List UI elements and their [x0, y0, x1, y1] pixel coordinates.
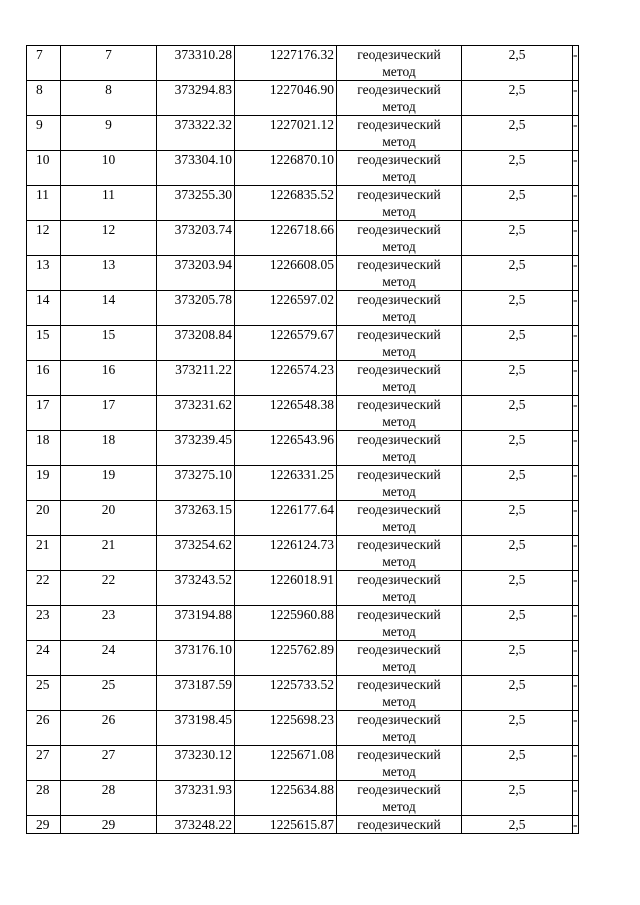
cell-row-number: 15 [27, 326, 61, 361]
method-text-line: геодезический [357, 677, 441, 692]
method-text-line: метод [382, 64, 416, 79]
method-text-line: метод [382, 799, 416, 814]
table-row [27, 571, 579, 606]
method-text-line: метод [382, 204, 416, 219]
cell-row-number: 9 [27, 116, 61, 151]
cell-method [337, 151, 462, 186]
cell-x-coordinate: 373304.10 [157, 151, 235, 186]
cell-x-coordinate: 373203.74 [157, 221, 235, 256]
cell-accuracy: 2,5 [462, 186, 573, 221]
cell-y-coordinate: 1226597.02 [235, 291, 337, 326]
table-row [27, 326, 579, 361]
cell-note: - [573, 817, 578, 832]
cell-accuracy: 2,5 [462, 326, 573, 361]
cell-x-coordinate: 373208.84 [157, 326, 235, 361]
cell-x-coordinate: 373211.22 [157, 361, 235, 396]
cell-note: - [573, 641, 579, 676]
method-text-line: геодезический [357, 432, 441, 447]
cell-x-coordinate: 373231.93 [157, 781, 235, 816]
cell-method [337, 116, 462, 151]
cell-x-coordinate: 373194.88 [157, 606, 235, 641]
cell-point-number: 27 [61, 746, 157, 781]
method-text-line: метод [382, 414, 416, 429]
cell-y-coordinate: 1226574.23 [235, 361, 337, 396]
cell-row-number: 29 [27, 816, 61, 834]
cell-row-number: 19 [27, 466, 61, 501]
cell-method [337, 466, 462, 501]
cell-method [337, 536, 462, 571]
cell-row-number: 22 [27, 571, 61, 606]
table-row [27, 501, 579, 536]
cell-y-coordinate: 1225698.23 [235, 711, 337, 746]
method-text-line: метод [382, 554, 416, 569]
cell-point-number: 19 [61, 466, 157, 501]
cell-accuracy: 2,5 [462, 711, 573, 746]
cell-x-coordinate: 373239.45 [157, 431, 235, 466]
cell-row-number: 11 [27, 186, 61, 221]
cell-method [337, 606, 462, 641]
cell-method [337, 396, 462, 431]
cell-y-coordinate: 1225634.88 [235, 781, 337, 816]
cell-row-number: 24 [27, 641, 61, 676]
cell-note: - [573, 781, 579, 816]
method-text-line: геодезический [357, 572, 441, 587]
cell-x-coordinate: 373187.59 [157, 676, 235, 711]
cell-point-number: 28 [61, 781, 157, 816]
cell-x-coordinate: 373203.94 [157, 256, 235, 291]
cell-method [337, 221, 462, 256]
cell-y-coordinate: 1225615.87 [235, 816, 337, 834]
method-text-line: метод [382, 169, 416, 184]
method-text-line: геодезический [357, 782, 441, 797]
table-row [27, 641, 579, 676]
cell-x-coordinate: 373255.30 [157, 186, 235, 221]
cell-accuracy: 2,5 [462, 676, 573, 711]
cell-point-number: 13 [61, 256, 157, 291]
cell-method [337, 571, 462, 606]
method-text-line: метод [382, 134, 416, 149]
cell-note: - [573, 431, 579, 466]
table-row [27, 151, 579, 186]
cell-point-number: 20 [61, 501, 157, 536]
method-text-line: метод [382, 379, 416, 394]
cell-y-coordinate: 1225671.08 [235, 746, 337, 781]
cell-point-number: 26 [61, 711, 157, 746]
cell-y-coordinate: 1225733.52 [235, 676, 337, 711]
cell-point-number: 17 [61, 396, 157, 431]
cell-accuracy: 2,5 [462, 151, 573, 186]
cell-accuracy: 2,5 [462, 361, 573, 396]
cell-point-number: 9 [61, 116, 157, 151]
cell-y-coordinate: 1226018.91 [235, 571, 337, 606]
table-row [27, 466, 579, 501]
method-text-line: геодезический [357, 117, 441, 132]
table-row [27, 781, 579, 816]
cell-point-number: 8 [61, 81, 157, 116]
cell-point-number: 14 [61, 291, 157, 326]
table-row [27, 711, 579, 746]
table-row [27, 361, 579, 396]
cell-method [337, 361, 462, 396]
table-row [27, 186, 579, 221]
cell-point-number: 15 [61, 326, 157, 361]
cell-note: - [573, 186, 579, 221]
cell-row-number: 7 [27, 46, 61, 81]
table-row [27, 221, 579, 256]
cell-y-coordinate: 1225762.89 [235, 641, 337, 676]
cell-x-coordinate: 373176.10 [157, 641, 235, 676]
cell-note: - [573, 746, 579, 781]
cell-accuracy: 2,5 [462, 501, 573, 536]
cell-row-number: 12 [27, 221, 61, 256]
cell-note: - [573, 501, 579, 536]
cell-y-coordinate: 1225960.88 [235, 606, 337, 641]
cell-method [337, 501, 462, 536]
cell-method [337, 256, 462, 291]
cell-x-coordinate: 373198.45 [157, 711, 235, 746]
cell-method [337, 186, 462, 221]
cell-y-coordinate: 1227021.12 [235, 116, 337, 151]
cell-point-number: 21 [61, 536, 157, 571]
cell-x-coordinate: 373231.62 [157, 396, 235, 431]
cell-y-coordinate: 1226177.64 [235, 501, 337, 536]
cell-row-number: 23 [27, 606, 61, 641]
cell-y-coordinate: 1226548.38 [235, 396, 337, 431]
cell-point-number: 10 [61, 151, 157, 186]
cell-accuracy: 2,5 [462, 571, 573, 606]
cell-accuracy: 2,5 [462, 396, 573, 431]
method-text-line: геодезический [357, 327, 441, 342]
cell-note: - [573, 466, 579, 501]
cell-note: - [573, 81, 579, 116]
cell-y-coordinate: 1226608.05 [235, 256, 337, 291]
cell-row-number: 17 [27, 396, 61, 431]
cell-row-number: 27 [27, 746, 61, 781]
cell-method [337, 816, 462, 834]
cell-y-coordinate: 1227176.32 [235, 46, 337, 81]
method-text-line: геодезический [357, 817, 441, 832]
cell-accuracy: 2,5 [462, 431, 573, 466]
cell-note: - [573, 711, 579, 746]
cell-row-number: 13 [27, 256, 61, 291]
cell-accuracy: 2,5 [462, 81, 573, 116]
cell-accuracy: 2,5 [462, 46, 573, 81]
cell-row-number: 26 [27, 711, 61, 746]
method-text-line: геодезический [357, 607, 441, 622]
cell-x-coordinate: 373310.28 [157, 46, 235, 81]
method-text-line: метод [382, 694, 416, 709]
cell-method [337, 46, 462, 81]
cell-accuracy: 2,5 [462, 606, 573, 641]
method-text-line: метод [382, 764, 416, 779]
table-row [27, 81, 579, 116]
method-text-line: метод [382, 309, 416, 324]
cell-point-number: 25 [61, 676, 157, 711]
cell-x-coordinate: 373263.15 [157, 501, 235, 536]
cell-note: - [573, 46, 579, 81]
cell-y-coordinate: 1226124.73 [235, 536, 337, 571]
cell-accuracy: 2,5 [462, 536, 573, 571]
cell-note: - [573, 676, 579, 711]
cell-method [337, 781, 462, 816]
method-text-line: геодезический [357, 187, 441, 202]
table-row [27, 606, 579, 641]
cell-note: - [573, 361, 579, 396]
cell-point-number: 18 [61, 431, 157, 466]
method-text-line: геодезический [357, 642, 441, 657]
method-text-line: метод [382, 344, 416, 359]
method-text-line: метод [382, 484, 416, 499]
method-text-line: геодезический [357, 82, 441, 97]
cell-y-coordinate: 1226870.10 [235, 151, 337, 186]
cell-row-number: 16 [27, 361, 61, 396]
table-row [27, 431, 579, 466]
cell-point-number: 16 [61, 361, 157, 396]
cell-x-coordinate: 373254.62 [157, 536, 235, 571]
cell-x-coordinate: 373243.52 [157, 571, 235, 606]
cell-x-coordinate: 373275.10 [157, 466, 235, 501]
cell-x-coordinate: 373205.78 [157, 291, 235, 326]
cell-note: - [573, 536, 579, 571]
cell-note: - [573, 606, 579, 641]
method-text-line: метод [382, 729, 416, 744]
cell-method [337, 291, 462, 326]
cell-accuracy: 2,5 [462, 746, 573, 781]
method-text-line: геодезический [357, 537, 441, 552]
table-row [27, 746, 579, 781]
cell-y-coordinate: 1226718.66 [235, 221, 337, 256]
cell-point-number: 29 [61, 816, 157, 834]
method-text-line: метод [382, 239, 416, 254]
cell-note: - [573, 116, 579, 151]
cell-method [337, 431, 462, 466]
cell-x-coordinate: 373294.83 [157, 81, 235, 116]
cell-y-coordinate: 1226331.25 [235, 466, 337, 501]
method-text-line: геодезический [357, 47, 441, 62]
cell-accuracy: 2,5 [462, 816, 573, 834]
cell-y-coordinate: 1227046.90 [235, 81, 337, 116]
table-row [27, 291, 579, 326]
table-row [27, 46, 579, 81]
cell-point-number: 23 [61, 606, 157, 641]
cell-note: - [573, 396, 579, 431]
cell-y-coordinate: 1226579.67 [235, 326, 337, 361]
table-row [27, 116, 579, 151]
cell-row-number: 25 [27, 676, 61, 711]
cell-x-coordinate: 373230.12 [157, 746, 235, 781]
method-text-line: метод [382, 99, 416, 114]
cell-note: - [573, 326, 579, 361]
method-text-line: метод [382, 589, 416, 604]
cell-row-number: 21 [27, 536, 61, 571]
cell-note: - [573, 291, 579, 326]
method-text-line: геодезический [357, 362, 441, 377]
method-text-line: геодезический [357, 747, 441, 762]
table-body [27, 46, 579, 834]
method-text-line: геодезический [357, 467, 441, 482]
cell-method [337, 676, 462, 711]
method-text-line: метод [382, 449, 416, 464]
cell-y-coordinate: 1226835.52 [235, 186, 337, 221]
method-text-line: геодезический [357, 712, 441, 727]
method-text-line: геодезический [357, 152, 441, 167]
table-row [27, 396, 579, 431]
cell-note: - [573, 256, 579, 291]
cell-method [337, 746, 462, 781]
cell-row-number: 10 [27, 151, 61, 186]
cell-accuracy: 2,5 [462, 466, 573, 501]
cell-method [337, 711, 462, 746]
coordinates-table [26, 45, 579, 834]
method-text-line: метод [382, 274, 416, 289]
method-text-line: геодезический [357, 502, 441, 517]
cell-method [337, 326, 462, 361]
cell-note: - [573, 221, 579, 256]
method-text-line: метод [382, 519, 416, 534]
cell-note: - [573, 151, 579, 186]
cell-point-number: 12 [61, 221, 157, 256]
method-text-line: геодезический [357, 292, 441, 307]
cell-method [337, 641, 462, 676]
cell-row-number: 28 [27, 781, 61, 816]
table-row [27, 256, 579, 291]
cell-accuracy: 2,5 [462, 291, 573, 326]
method-text-line: метод [382, 624, 416, 639]
method-text-line: геодезический [357, 257, 441, 272]
cell-method [337, 81, 462, 116]
cell-accuracy: 2,5 [462, 221, 573, 256]
cell-accuracy: 2,5 [462, 256, 573, 291]
table-row [27, 816, 579, 834]
cell-point-number: 11 [61, 186, 157, 221]
cell-note: - [573, 571, 579, 606]
cell-point-number: 7 [61, 46, 157, 81]
cell-accuracy: 2,5 [462, 116, 573, 151]
method-text-line: геодезический [357, 397, 441, 412]
cell-x-coordinate: 373248.22 [157, 816, 235, 834]
table-row [27, 676, 579, 711]
cell-row-number: 18 [27, 431, 61, 466]
cell-accuracy: 2,5 [462, 781, 573, 816]
cell-point-number: 22 [61, 571, 157, 606]
cell-accuracy: 2,5 [462, 641, 573, 676]
cell-x-coordinate: 373322.32 [157, 116, 235, 151]
method-text-line: метод [382, 659, 416, 674]
cell-row-number: 20 [27, 501, 61, 536]
cell-row-number: 14 [27, 291, 61, 326]
cell-point-number: 24 [61, 641, 157, 676]
table-row [27, 536, 579, 571]
cell-y-coordinate: 1226543.96 [235, 431, 337, 466]
cell-row-number: 8 [27, 81, 61, 116]
method-text-line: геодезический [357, 222, 441, 237]
